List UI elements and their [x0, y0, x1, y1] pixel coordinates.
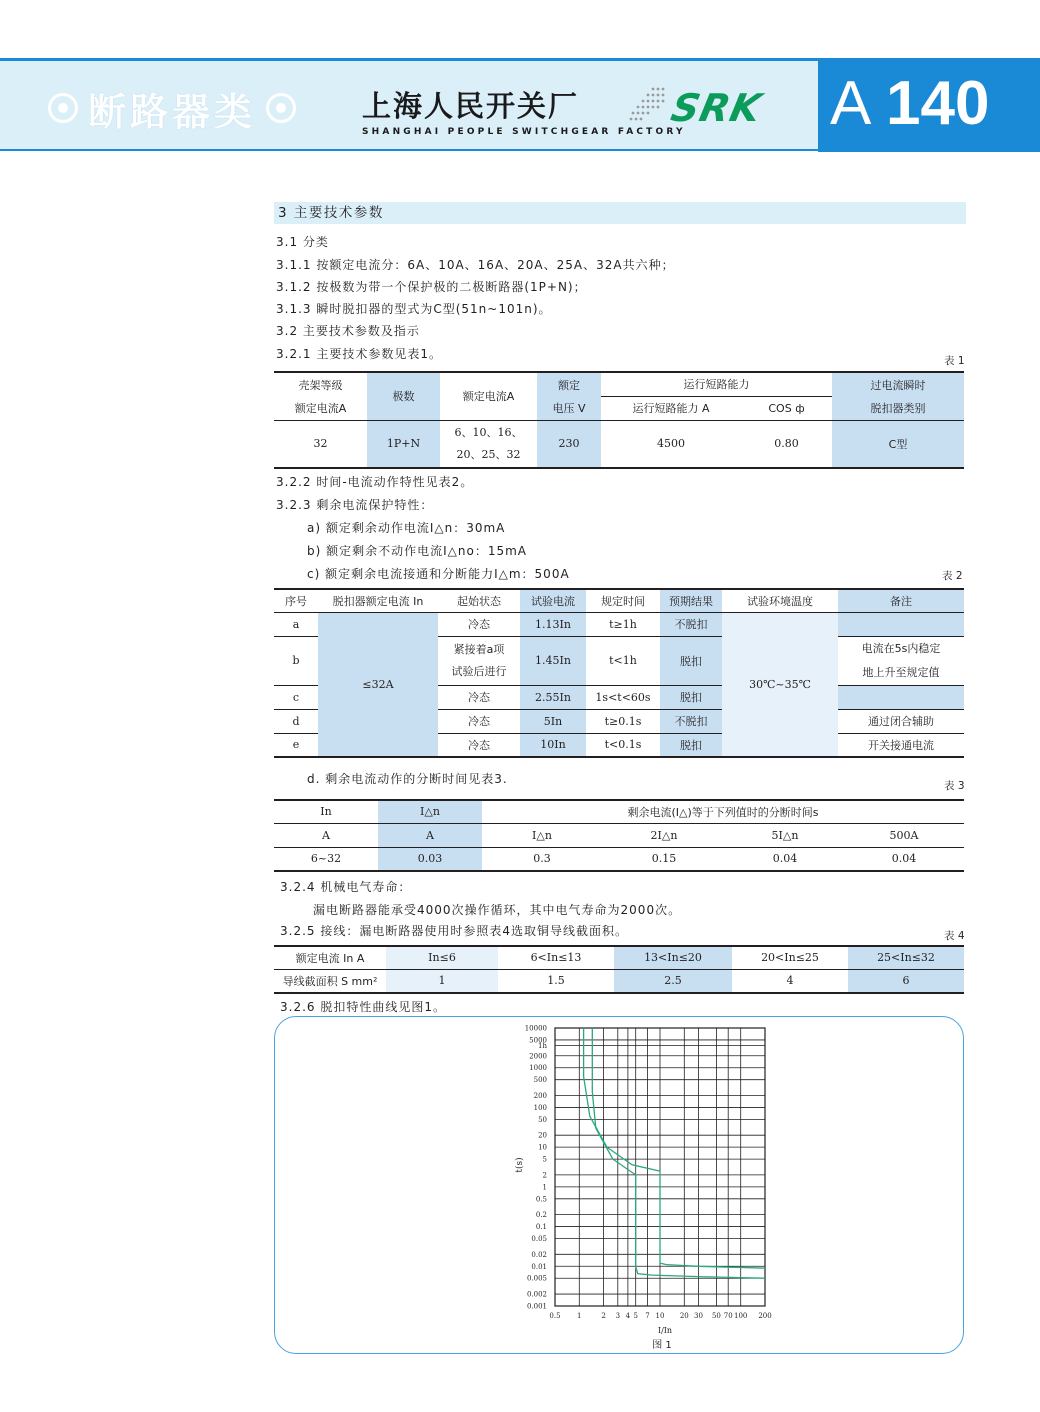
table-cell — [440, 420, 537, 468]
x-tick-label: 0.5 — [549, 1312, 561, 1320]
x-tick-label: 20 — [679, 1312, 689, 1320]
text-line: 3.2.1 主要技术参数见表1。 — [276, 347, 442, 361]
table-cell: 冷态 — [438, 709, 520, 733]
y-tick-label: 0.2 — [535, 1211, 547, 1220]
y-tick-label: 0.005 — [526, 1274, 547, 1283]
table-cell: b — [274, 636, 318, 685]
wire-section-table — [274, 945, 964, 994]
table-row — [274, 823, 964, 847]
table-cell: 1P+N — [367, 420, 440, 468]
table-header: 预期结果 — [660, 589, 722, 612]
page-number: 140 — [886, 69, 990, 138]
table-row — [274, 420, 964, 468]
table-cell: 20<In≤25 — [732, 946, 848, 969]
figure-caption: 图 1 — [652, 1340, 672, 1351]
x-tick-label: 7 — [645, 1312, 650, 1320]
section-title: 3 主要技术参数 — [274, 202, 966, 224]
text-line: b) 额定剩余不动作电流I△no：15mA — [307, 544, 527, 558]
text-line: 3.2.3 剩余电流保护特性： — [276, 498, 434, 512]
table-header: 极数 — [367, 372, 440, 420]
table-header: 序号 — [274, 589, 318, 612]
table-cell: 0.80 — [741, 420, 832, 468]
table-cell: 6 — [848, 969, 964, 993]
table-header: 电压 V — [537, 396, 601, 420]
text-line: 3.2.4 机械电气寿命： — [280, 880, 412, 894]
table-cell: 5In — [520, 709, 586, 733]
table-cell: 冷态 — [438, 685, 520, 709]
residual-current-table — [274, 799, 964, 872]
company-name-cn: 上海人民开关厂 — [362, 89, 580, 123]
table-header: 试验环境温度 — [722, 589, 838, 612]
table-cell: C型 — [832, 420, 964, 468]
table-cell: 0.04 — [844, 847, 964, 871]
table-header: 规定时间 — [586, 589, 660, 612]
table-header: In — [274, 800, 378, 823]
text-line: 3.2.2 时间-电流动作特性见表2。 — [276, 475, 474, 489]
x-tick-label: 30 — [694, 1312, 703, 1320]
table-cell: 冷态 — [438, 612, 520, 636]
table-row — [274, 946, 964, 969]
table-cell: A — [274, 823, 378, 847]
x-tick-label: 3 — [615, 1312, 621, 1320]
table-header: 额定 — [537, 372, 601, 396]
table-cell: 1.45In — [520, 636, 586, 685]
y-tick-label: 10 — [538, 1143, 547, 1152]
y-tick-label: 0.05 — [531, 1235, 547, 1244]
x-tick-label: 70 — [723, 1312, 733, 1320]
table-header: 额定电流A — [274, 396, 367, 420]
y-tick-label: 5000 — [529, 1036, 547, 1045]
text-line: a) 额定剩余动作电流I△n：30mA — [307, 521, 506, 535]
cell-line: 6、10、16、 — [454, 425, 523, 439]
table-cell: 10In — [520, 733, 586, 757]
table-cell: 25<In≤32 — [848, 946, 964, 969]
table-cell — [438, 636, 520, 685]
table-cell: 1 — [386, 969, 498, 993]
y-tick-label: 0.002 — [526, 1290, 547, 1299]
y-tick-label: 20 — [538, 1131, 547, 1140]
table-cell: 0.15 — [602, 847, 726, 871]
y-tick-label: 2 — [542, 1171, 547, 1180]
x-tick-label: 1 — [577, 1312, 582, 1320]
text-line: 3.1.2 按极数为带一个保护极的二极断路器(1P+N)； — [276, 280, 587, 294]
table-cell: d — [274, 709, 318, 733]
y-tick-label: 2000 — [529, 1052, 547, 1061]
table-cell: t<0.1s — [586, 733, 660, 757]
x-axis-label: I/In — [657, 1326, 673, 1335]
table-cell — [838, 612, 964, 636]
table-header: 额定电流 In A — [274, 946, 386, 969]
table-cell: I△n — [482, 823, 602, 847]
table-row — [274, 969, 964, 993]
table-cell: 0.03 — [378, 847, 482, 871]
trip-curve-line — [592, 1028, 765, 1278]
table-cell: ≤32A — [318, 612, 438, 757]
text-line: 3.1.1 按额定电流分：6A、10A、16A、20A、25A、32A共六种； — [276, 258, 675, 272]
text-line: 3.2 主要技术参数及指示 — [276, 324, 420, 338]
table-cell — [838, 636, 964, 685]
table-label: 表 2 — [942, 570, 963, 582]
table-header: 过电流瞬时 — [832, 372, 964, 396]
table-cell: 6<In≤13 — [498, 946, 614, 969]
page-letter: A — [830, 69, 872, 138]
table-cell: 6~32 — [274, 847, 378, 871]
table-cell: 1.5 — [498, 969, 614, 993]
table-cell: 4500 — [601, 420, 741, 468]
cell-line: 紧接着a项 — [453, 642, 505, 656]
header-bottom-rule — [0, 149, 818, 151]
table-cell: 1s<t<60s — [586, 685, 660, 709]
table-cell: 不脱扣 — [660, 612, 722, 636]
table-header: 剩余电流(I△)等于下列值时的分断时间s — [482, 800, 964, 823]
y-tick-label: 50 — [538, 1115, 547, 1124]
table-cell: 13<In≤20 — [614, 946, 732, 969]
table-header: I△n — [378, 800, 482, 823]
table-header: 导线截面积 S mm² — [274, 969, 386, 993]
table-cell: 230 — [537, 420, 601, 468]
table-cell: a — [274, 612, 318, 636]
table-label: 表 1 — [944, 355, 965, 367]
table-cell — [838, 685, 964, 709]
category-title: 断路器类 — [88, 89, 257, 134]
text-line: 3.2.6 脱扣特性曲线见图1。 — [280, 1000, 446, 1014]
table-cell: 脱扣 — [660, 636, 722, 685]
table-cell: 0.04 — [726, 847, 844, 871]
table-cell: 开关接通电流 — [838, 733, 964, 757]
table-cell: 冷态 — [438, 733, 520, 757]
x-tick-label: 100 — [734, 1312, 748, 1320]
category-banner — [48, 80, 296, 136]
table-header: 备注 — [838, 589, 964, 612]
table-header: 起始状态 — [438, 589, 520, 612]
time-current-table — [274, 588, 964, 758]
y-tick-label: 0.5 — [535, 1195, 547, 1204]
text-line: 3.2.5 接线：漏电断路器使用时参照表4选取铜导线截面积。 — [280, 924, 628, 938]
x-tick-label: 200 — [758, 1312, 772, 1320]
brand-logo: SRK — [667, 86, 766, 130]
table-cell: 2I△n — [602, 823, 726, 847]
table-header: COS ф — [741, 396, 832, 420]
table-cell: 500A — [844, 823, 964, 847]
x-tick-label: 50 — [711, 1312, 721, 1320]
cell-line: 试验后进行 — [451, 664, 507, 678]
table-header: 额定电流A — [440, 372, 537, 420]
table-cell: t≥1h — [586, 612, 660, 636]
cell-line: 电流在5s内稳定 — [861, 641, 941, 655]
y-tick-label: 1 — [542, 1183, 547, 1192]
y-tick-label: 0.01 — [531, 1262, 547, 1271]
table-cell: 2.5 — [614, 969, 732, 993]
table-label: 表 3 — [944, 780, 965, 792]
y-tick-label: 500 — [533, 1076, 547, 1085]
table-cell: 32 — [274, 420, 367, 468]
x-tick-label: 2 — [601, 1312, 606, 1320]
text-line: 3.1.3 瞬时脱扣器的型式为C型(51n~101n)。 — [276, 302, 552, 316]
table-cell: 脱扣 — [660, 733, 722, 757]
cell-line: 地上升至规定值 — [862, 665, 940, 679]
table-cell: In≤6 — [386, 946, 498, 969]
table-cell: 2.55In — [520, 685, 586, 709]
table-header: 脱扣器类别 — [832, 396, 964, 420]
y-tick-label: 0.1 — [535, 1223, 547, 1232]
y-tick-label: 10000 — [524, 1024, 547, 1033]
trip-curve-chart — [500, 1020, 800, 1352]
y-tick-label: 200 — [533, 1091, 547, 1100]
text-line: c) 额定剩余电流接通和分断能力I△m：500A — [307, 567, 570, 581]
table-header: 试验电流 — [520, 589, 586, 612]
section-header — [274, 202, 966, 224]
y-tick-label: 1000 — [529, 1064, 547, 1073]
y-tick-label: 0.001 — [526, 1302, 547, 1311]
x-tick-label: 5 — [633, 1312, 638, 1320]
y-tick-label: 100 — [533, 1103, 547, 1112]
table-cell: e — [274, 733, 318, 757]
company-name-en: SHANGHAI PEOPLE SWITCHGEAR FACTORY — [362, 127, 686, 137]
table-row — [274, 612, 964, 636]
table-cell: 脱扣 — [660, 685, 722, 709]
table-cell: 1.13In — [520, 612, 586, 636]
bullet-circle-icon — [48, 93, 78, 123]
table-cell: 30℃~35℃ — [722, 612, 838, 757]
table-cell: c — [274, 685, 318, 709]
table-header: 运行短路能力 A — [601, 396, 741, 420]
x-tick-label: 4 — [625, 1312, 631, 1320]
table-cell: A — [378, 823, 482, 847]
y-axis-label: t(s) — [515, 1157, 525, 1173]
table-header: 运行短路能力 — [601, 372, 832, 396]
table-cell: 5I△n — [726, 823, 844, 847]
cell-line: 20、25、32 — [456, 447, 521, 461]
y-tick-label: 0.02 — [531, 1250, 547, 1259]
text-line: d. 剩余电流动作的分断时间见表3. — [307, 772, 508, 786]
x-tick-label: 10 — [655, 1312, 665, 1320]
table-cell: 通过闭合辅助 — [838, 709, 964, 733]
text-line: 漏电断路器能承受4000次操作循环，其中电气寿命为2000次。 — [313, 903, 682, 917]
trip-curve-line — [584, 1028, 765, 1268]
table-cell: 0.3 — [482, 847, 602, 871]
table-label: 表 4 — [944, 930, 965, 942]
table-cell: t≥0.1s — [586, 709, 660, 733]
y-tick-label: 5 — [542, 1155, 547, 1164]
table-row — [274, 847, 964, 871]
table-header: 壳架等级 — [298, 378, 343, 392]
bullet-circle-icon — [266, 93, 296, 123]
table-cell: 4 — [732, 969, 848, 993]
y-tick-label: 1h — [538, 1042, 547, 1051]
brand-dots-icon — [628, 86, 668, 122]
table-cell: t<1h — [586, 636, 660, 685]
table-header: 脱扣器额定电流 In — [318, 589, 438, 612]
text-line: 3.1 分类 — [276, 235, 329, 249]
table-cell: 不脱扣 — [660, 709, 722, 733]
spec-table — [274, 371, 964, 469]
